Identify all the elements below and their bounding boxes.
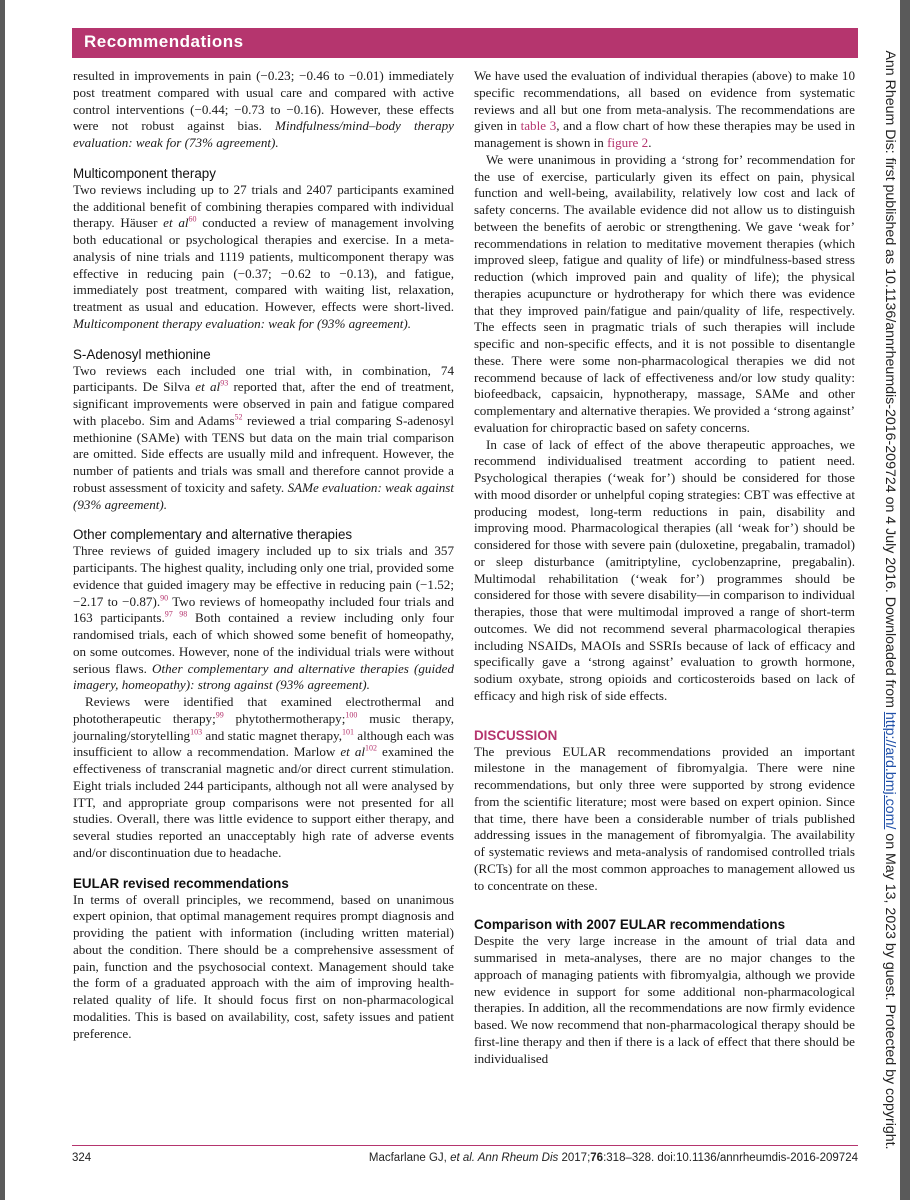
section-banner — [72, 28, 858, 58]
heading-multicomponent-therapy: Multicomponent therapy — [73, 165, 216, 181]
paragraph-comparison: Despite the very large increase in the amount of trial data and summarised in meta-analyses, there are no major changes to the approach of managing patients with fibromyalgia, although we provide new evidence in support for some additional non-pharmacological therapies. In addition, all the recommendations are now firmly evidence based. We now recommend that non-pharmacological therapy should be first-line therapy and then if there is a lack of effect that there should be individualised — [474, 933, 855, 1066]
paragraph-discussion: The previous EULAR recommendations provided an important milestone in the management of fibromyalgia. There were nine recommendations, but only three were supported by strong evidence from the scientific literature; most were based on expert opinion. Since that time, there have been a considerable number of trials published addressing issues in the management of fibromyalgia. The availability of systematic reviews and meta-analysis of randomised controlled trials (RCTs) for all the most common approaches to management allowed us to concentrate on these. — [474, 743, 855, 893]
same-evaluation: SAMe evaluation: weak against (93% agreement). — [73, 479, 454, 512]
citation-ref[interactable]: 93 — [220, 378, 229, 388]
page-number: 324 — [72, 1152, 92, 1164]
citation-ref[interactable]: 90 — [160, 593, 169, 603]
left-column — [73, 68, 454, 1042]
paragraph-recommendations-intro: We have used the evaluation of individual therapies (above) to make 10 specific recommendations, all based on evidence from systematic reviews and all but one from meta-analysis. The recommendations are given in table 3, and a flow chart of how these therapies may be used in management is shown in figure 2. — [474, 68, 855, 150]
section-title: Recommendations — [84, 32, 244, 51]
heading-eular-revised-recommendations: EULAR revised recommendations — [73, 875, 289, 891]
paragraph-eular-principles: In terms of overall principles, we recommend, based on unanimous expert opinion, that optimal management requires prompt diagnosis and providing the patient with information (including written material) about the condition. There should be a comprehensive assessment of pain, function and the psychosocial context. Management should take the form of a graduated approach with the aim of improving health-related quality of life. It should focus first on non-pharmacological modalities. This is based on availability, cost, safety issues and patient preference. — [73, 891, 454, 1041]
heading-other-complementary-therapies: Other complementary and alternative therapies — [73, 527, 353, 543]
figure-2-link[interactable]: figure 2 — [607, 135, 649, 150]
right-column — [474, 68, 855, 1067]
table-3-link[interactable]: table 3 — [520, 118, 557, 134]
citation-ref[interactable]: 52 — [234, 412, 243, 422]
citation-ref[interactable]: 97 98 — [164, 609, 188, 619]
paragraph-other-therapies: Three reviews of guided imagery included up to six trials and 357 participants. The highest quality, including only one trial, provided some evidence that guided imagery may be effective in reducing pain (−1.52; −2.17 to −0.87).$^{90}$ Two reviews of homeopathy included four trials and 163 participants.$^{97 98}$ Both contained a review including only four randomised trials, each of which showed some benefit of homeopathy, on some outcomes. However, none of the individual trials were without serious flaws. Other complementary and alternative therapies (guided imagery, homeopathy): strong against (93% agreement). — [73, 543, 454, 693]
citation-ref[interactable]: 60 — [188, 214, 197, 224]
heading-comparison-2007: Comparison with 2007 EULAR recommendations — [474, 917, 786, 933]
paragraph-individualised-treatment: In case of lack of effect of the above therapeutic approaches, we recommend individualised treatment according to patient need. Psychological therapies (‘weak for’) should be considered for those with mood disorder or unhelpful coping strategies: CBT was effective at producing modest, long-term reductions in pain, disability and improving mood. Pharmacological therapies (all ‘weak for’) should be considered for those with severe pain (duloxetine, pregabalin, tramadol) or sleep disturbance (amitriptyline, cyclobenzaprine, pregabalin). Multimodal rehabilitation (‘weak for’) programmes should be considered for those with severe disability—in comparison to individual therapies, those that were multimodal improved a range of short-term outcomes. We did not recommend several pharmacological therapies including NSAIDs, MAOIs and SSRIs because of lack of efficacy and specifically gave a ‘strong against’ evaluation to growth hormone, sodium oxybate, strong opioids and corticosteroids based on lack of efficacy and high risk of side effects. — [474, 436, 855, 703]
paragraph-multicomponent: Two reviews including up to 27 trials and 2407 participants examined the additional benefit of combining therapies compared with individual therapy. Häuser et $al^{60}$ conducted a review of management involving both educational or psychological therapies and exercise. In a meta-analysis of nine trials and 1119 patients, multicomponent therapy was effective in reducing pain (−0.37; −0.62 to −0.13), and fatigue, immediately post treatment, compared with waiting list, relaxation, treatment as usual and education. However, effects were short-lived. Multicomponent therapy evaluation: weak for (93% agreement). — [73, 181, 454, 331]
multicomponent-evaluation: Multicomponent therapy evaluation: weak for (93% agreement). — [73, 315, 412, 331]
paragraph-exercise-recommendation: We were unanimous in providing a ‘strong for’ recommendation for the use of exercise, particularly given its effect on pain, physical function and well-being, availability, relatively low cost and lack of safety concerns. The available evidence did not allow us to distinguish between the benefits of aerobic or strengthening. We gave ‘weak for’ recommendations in relation to meditative movement therapies (which improved sleep, fatigue and quality of life) or mindfulness-based stress reduction (which improved pain and quality of life); the physical therapies acupuncture or hydrotherapy for which there was evidence that they improved pain/fatigue and pain/quality of life, respectively. The effects seen in pragmatic trials of such therapies will include specific and non-specific effects, and it is not possible to disentangle these. There were some non-pharmacological therapies we did not recommend because of lack of effectiveness and/or low study quality: biofeedback, capsaicin, hypnotherapy, massage, SAMe and other complementary and alternative therapies. We provided a ‘strong against’ evaluation for chiropractic based on safety concerns. — [474, 151, 855, 435]
page-footer — [72, 1145, 858, 1166]
citation-ref[interactable]: 103 — [190, 727, 203, 737]
journal-page — [5, 0, 900, 1200]
citation-ref[interactable]: 102 — [365, 743, 378, 753]
citation-ref[interactable]: 100 — [345, 710, 358, 720]
journal-url-link[interactable]: http://ard.bmj.com/ — [882, 711, 898, 830]
mindfulness-evaluation: Mindfulness/mind–body therapy evaluation: weak for (73% agreement). — [73, 118, 454, 150]
footer-citation: Macfarlane GJ, et al. Ann Rheum Dis 2017;76:318–328. doi:10.1136/annrheumdis-2016-209724 — [368, 1152, 858, 1164]
vertical-copyright-note: Ann Rheum Dis: first published as 10.1136/annrheumdis-2016-209724 on 4 July 2016. Downloaded from http://ard.bmj.com/ on May 13, 2023 by guest. Protected by copyright. — [882, 50, 898, 1150]
other-therapies-evaluation: Other complementary and alternative therapies (guided imagery, homeopathy): strong against (93% agreement). — [73, 660, 454, 693]
paragraph-electrothermal: Reviews were identified that examined electrothermal and phototherapeutic therapy;$^{99}$ phytothermotherapy;$^{100}$ music therapy, journaling/storytelling$^{103}$ and static magnet therapy,$^{101}$ although each was insufficient to allow a recommendation. Marlow et $al^{102}$ examined the effectiveness of transcranial magnetic and/or direct current stimulation. Eight trials included 244 participants, although not all were analysed by ITT, and appropriate group comparisons were not presented for all studies. Overall, there was little evidence to support either therapy, and several studies reported an unacceptably high rate of adverse events and/or discontinuation due to headache. — [73, 694, 454, 860]
paragraph-same: Two reviews each included one trial with, in combination, 74 participants. De Silva et $al^{93}$ reported that, after the end of treatment, significant improvements were observed in pain and fatigue compared with placebo. Sim and Adams$^{52}$ reviewed a trial comparing S-adenosyl methionine (SAMe) with TENS but data on the main trial comparison are omitted. Side effects are usually mild and infrequent. However, the number of patients and trials was small and therefore cannot provide a robust assessment of toxicity and safety. SAMe evaluation: weak against (93% agreement). — [73, 362, 454, 512]
paragraph-mindfulness-results: resulted in improvements in pain (−0.23; −0.46 to −0.01) immediately post treatment compared with usual care and compared with active control interventions (−0.44; −0.73 to −0.16). However, these effects were not robust against bias. Mindfulness/mind–body therapy evaluation: weak for (73% agreement). — [73, 68, 454, 150]
heading-discussion: DISCUSSION — [474, 727, 558, 743]
citation-ref[interactable]: 101 — [341, 727, 354, 737]
heading-s-adenosyl-methionine: S-Adenosyl methionine — [73, 346, 211, 362]
citation-ref[interactable]: 99 — [215, 710, 224, 720]
